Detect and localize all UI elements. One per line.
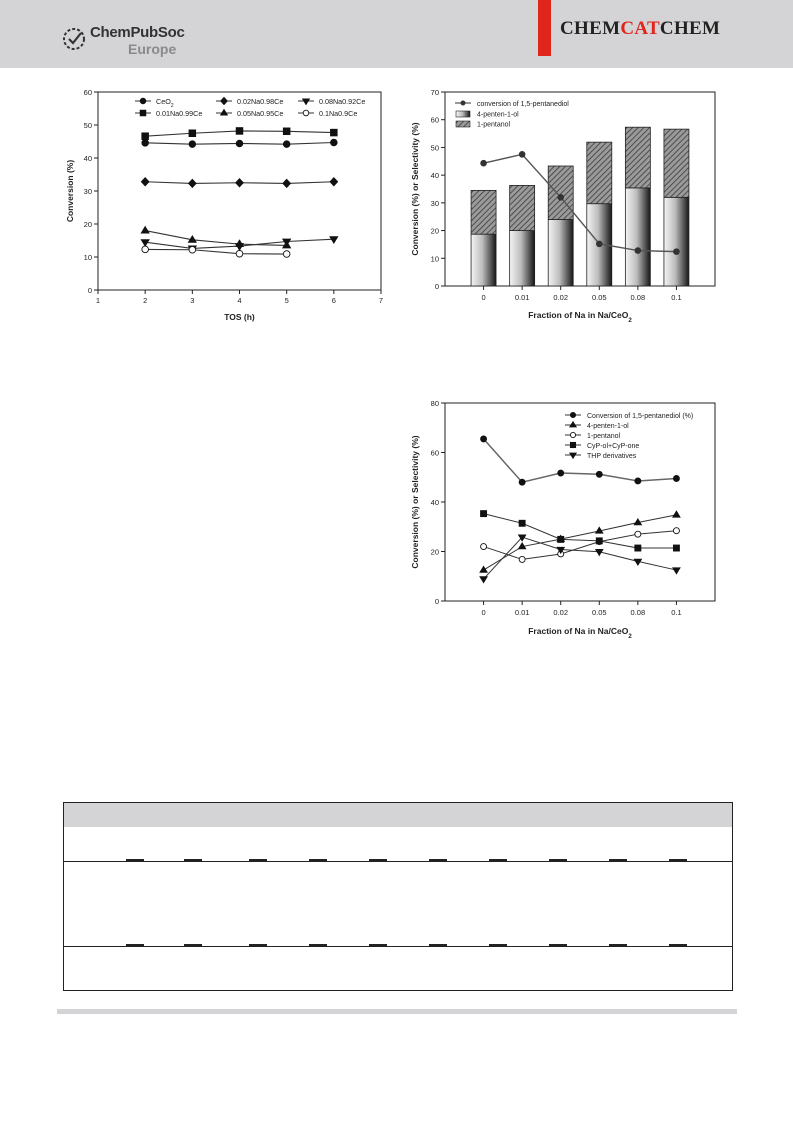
legend-label-conversion-of-1-5-pentanediol: conversion of 1,5-pentanediol: [477, 100, 569, 108]
x-tick-label: 1: [95, 296, 101, 305]
data-point-thp-derivatives: [480, 577, 487, 583]
data-point-conversion-of-1-5-pentanediol: [481, 160, 487, 166]
data-point-thp-derivatives: [673, 568, 680, 574]
x-tick-label: 4: [237, 296, 242, 305]
legend-marker-thp-derivatives: [570, 453, 576, 458]
series-line-4-penten-1-ol: [484, 515, 677, 570]
legend-label-cyp-ol-cyp-one: CyP-ol+CyP-one: [587, 442, 640, 450]
data-point-0-01na0-99ce: [142, 133, 149, 140]
data-point-ceo2: [283, 141, 290, 148]
table-row-divider: [64, 946, 732, 947]
data-point-conversion-of-1-5-pentanediol: [519, 152, 525, 158]
data-point-0-01na0-99ce: [236, 128, 243, 135]
legend-swatch-1-pentanol: [456, 121, 470, 127]
table-rule: [126, 859, 144, 861]
data-point-0-01na0-99ce: [331, 129, 338, 136]
legend-marker-0-01na0-99ce: [140, 110, 146, 116]
table-rule: [609, 859, 627, 861]
x-tick-label: 0: [481, 293, 486, 302]
data-point-cyp-ol-cyp-one: [558, 536, 564, 542]
legend-label-0-08na0-92ce: 0.08Na0.92Ce: [319, 96, 366, 106]
x-tick-label: 0.05: [591, 608, 607, 617]
legend-marker-ceo2: [140, 98, 146, 104]
legend-marker-4-penten-1-ol: [570, 422, 576, 427]
legend-marker-conversion-of-1-5-pentanediol: [570, 412, 575, 417]
bar-4-penten-1-ol: [548, 219, 573, 286]
x-tick-label: 0.01: [514, 293, 530, 302]
x-tick-label: 0: [481, 608, 486, 617]
x-tick-label: 2: [143, 296, 148, 305]
data-point-conversion-of-1-5-pentanediol: [674, 249, 680, 255]
na-fraction-bar-chart: [405, 83, 723, 328]
y-tick-label: 40: [430, 171, 439, 181]
y-tick-label: 10: [83, 253, 92, 262]
data-point-conversion-of-1-5-pentanediol: [635, 248, 641, 254]
page-header: [0, 0, 793, 68]
y-tick-label: 30: [430, 198, 439, 208]
data-point-cyp-ol-cyp-one: [673, 545, 679, 551]
data-point-cyp-ol-cyp-one: [519, 520, 525, 526]
legend-label-1-pentanol: 1-pentanol: [587, 432, 621, 440]
data-point-cyp-ol-cyp-one: [635, 545, 641, 551]
data-point-0-1na0-9ce: [236, 250, 243, 257]
legend-label-thp-derivatives: THP derivatives: [587, 452, 637, 460]
table-rule: [549, 859, 567, 861]
data-point-0-1na0-9ce: [283, 251, 290, 258]
legend-label-ceo2: CeO$_2$: [156, 96, 174, 109]
x-tick-label: 0.1: [671, 608, 682, 617]
legend-marker-1-pentanol: [570, 432, 575, 437]
plot-frame: [98, 92, 381, 290]
x-tick-label: 6: [331, 296, 336, 305]
data-point-0-05na0-95ce: [141, 227, 149, 233]
data-point-ceo2: [236, 140, 243, 147]
y-tick-label: 60: [430, 115, 439, 125]
bar-1-pentanol: [587, 142, 612, 204]
table-rule: [669, 944, 687, 946]
data-point-conversion-of-1-5-pentanediol: [635, 478, 641, 484]
legend-marker-conversion-of-1-5-pentanediol: [461, 101, 466, 106]
y-tick-label: 40: [83, 154, 92, 163]
x-tick-label: 5: [284, 296, 289, 305]
legend-label-0-01na0-99ce: 0.01Na0.99Ce: [156, 108, 203, 118]
y-tick-label: 10: [430, 254, 439, 264]
data-point-1-pentanol: [481, 544, 487, 550]
journal-title: [560, 18, 720, 40]
y-tick-label: 20: [83, 220, 92, 229]
x-tick-label: 0.02: [553, 293, 569, 302]
table-rule: [184, 859, 202, 861]
data-point-0-08na0-92ce: [330, 237, 338, 243]
legend-marker-cyp-ol-cyp-one: [570, 442, 575, 447]
accent-bar: [538, 0, 551, 56]
x-tick-label: 0.02: [553, 608, 569, 617]
table-rule: [669, 859, 687, 861]
y-axis-label: Conversion (%) or Selectivity (%): [410, 435, 420, 569]
legend-marker-0-08na0-92ce: [303, 99, 310, 105]
data-point-0-1na0-9ce: [142, 246, 149, 253]
y-tick-label: 80: [430, 399, 439, 408]
x-axis-label: Fraction of Na in Na/CeO$_2$: [528, 310, 632, 324]
table-rule: [369, 944, 387, 946]
y-tick-label: 0: [87, 286, 92, 295]
bar-1-pentanol: [664, 129, 689, 197]
legend-label-4-penten-1-ol: 4-penten-1-ol: [587, 422, 629, 430]
data-point-1-pentanol: [635, 531, 641, 537]
table-header-row: [64, 803, 732, 827]
x-tick-label: 0.1: [671, 293, 682, 302]
conversion-vs-tos-chart: [63, 83, 393, 328]
x-tick-label: 0.01: [514, 608, 530, 617]
bar-4-penten-1-ol: [625, 188, 650, 286]
data-point-4-penten-1-ol: [673, 511, 680, 517]
table-rule: [429, 859, 447, 861]
series-line-0-1na0-9ce: [145, 249, 287, 254]
legend-swatch-4-penten-1-ol: [456, 111, 470, 117]
legend-label-1-pentanol: 1-pentanol: [477, 121, 511, 129]
data-point-0-02na0-98ce: [189, 179, 197, 187]
bar-1-pentanol: [510, 185, 535, 230]
y-tick-label: 70: [430, 88, 439, 97]
bar-1-pentanol: [548, 166, 573, 219]
series-line-thp-derivatives: [484, 537, 677, 579]
y-tick-label: 0: [434, 282, 439, 291]
data-point-conversion-of-1-5-pentanediol: [558, 195, 564, 201]
data-point-conversion-of-1-5-pentanediol: [558, 470, 564, 476]
y-tick-label: 50: [83, 121, 92, 130]
legend-marker-0-1na0-9ce: [303, 110, 309, 116]
data-point-cyp-ol-cyp-one: [596, 538, 602, 544]
data-point-4-penten-1-ol: [480, 566, 487, 572]
data-point-conversion-of-1-5-pentanediol: [519, 479, 525, 485]
data-point-ceo2: [142, 140, 149, 147]
x-tick-label: 7: [378, 296, 384, 305]
publisher-logo-icon: [62, 27, 86, 51]
data-point-1-pentanol: [519, 556, 525, 562]
table-rule: [369, 859, 387, 861]
data-point-0-02na0-98ce: [141, 178, 149, 186]
table-row-divider: [64, 861, 732, 862]
data-table: [63, 802, 733, 991]
x-tick-label: 0.08: [630, 608, 646, 617]
table-rule: [249, 944, 267, 946]
y-tick-label: 20: [430, 547, 439, 557]
data-point-conversion-of-1-5-pentanediol: [596, 241, 602, 247]
table-rule: [184, 944, 202, 946]
x-tick-label: 0.05: [591, 293, 607, 302]
bar-4-penten-1-ol: [471, 234, 496, 286]
table-rule: [609, 944, 627, 946]
x-axis-label: Fraction of Na in Na/CeO$_2$: [528, 626, 632, 640]
y-tick-label: 60: [430, 448, 439, 458]
x-axis-label: TOS (h): [224, 312, 255, 322]
bar-4-penten-1-ol: [510, 231, 535, 286]
data-point-0-01na0-99ce: [189, 130, 196, 137]
y-tick-label: 60: [83, 88, 92, 97]
table-rule: [489, 944, 507, 946]
footer-rule: [57, 1009, 737, 1014]
data-point-conversion-of-1-5-pentanediol: [596, 471, 602, 477]
data-point-ceo2: [189, 141, 196, 148]
bar-4-penten-1-ol: [664, 197, 689, 286]
journal-title-part2: CAT: [620, 18, 660, 39]
table-rule: [126, 944, 144, 946]
y-tick-label: 40: [430, 498, 439, 507]
journal-title-part1: CHEM: [560, 18, 621, 39]
legend-label-0-02na0-98ce: 0.02Na0.98Ce: [237, 96, 284, 106]
data-point-0-02na0-98ce: [283, 179, 291, 187]
legend-label-0-1na0-9ce: 0.1Na0.9Ce: [319, 108, 358, 118]
publisher-region: Europe: [128, 41, 177, 57]
legend-label-0-05na0-95ce: 0.05Na0.95Ce: [237, 108, 284, 118]
data-point-ceo2: [331, 139, 338, 146]
bar-1-pentanol: [625, 127, 650, 188]
y-tick-label: 30: [83, 187, 92, 196]
journal-title-part3: CHEM: [659, 18, 721, 39]
data-point-0-02na0-98ce: [330, 178, 338, 186]
legend-marker-0-05na0-95ce: [221, 110, 228, 116]
legend-label-4-penten-1-ol: 4-penten-1-ol: [477, 111, 519, 119]
series-line-cyp-ol-cyp-one: [484, 514, 677, 548]
data-point-0-01na0-99ce: [283, 128, 290, 135]
legend-label-conversion-of-1-5-pentanediol: Conversion of 1,5-pentanediol (%): [587, 412, 694, 420]
data-point-conversion-of-1-5-pentanediol: [673, 475, 679, 481]
y-tick-label: 0: [434, 597, 439, 606]
y-tick-label: 20: [430, 226, 439, 236]
table-rule: [429, 944, 447, 946]
table-rule: [549, 944, 567, 946]
na-fraction-selectivity-chart: [405, 395, 723, 645]
data-point-0-02na0-98ce: [236, 179, 244, 187]
data-point-1-pentanol: [673, 528, 679, 534]
y-axis-label: Conversion (%): [65, 159, 75, 223]
y-axis-label: Conversion (%) or Selectivity (%): [410, 122, 420, 256]
x-tick-label: 0.08: [630, 293, 646, 302]
table-rule: [249, 859, 267, 861]
table-rule: [309, 944, 327, 946]
bar-1-pentanol: [471, 190, 496, 234]
x-tick-label: 3: [190, 296, 195, 305]
table-rule: [489, 859, 507, 861]
legend-marker-0-02na0-98ce: [221, 97, 228, 104]
publisher-name: ChemPubSoc: [90, 24, 185, 41]
data-point-cyp-ol-cyp-one: [481, 511, 487, 517]
table-rule: [309, 859, 327, 861]
data-point-0-1na0-9ce: [189, 246, 196, 253]
data-point-conversion-of-1-5-pentanediol: [481, 436, 487, 442]
y-tick-label: 50: [430, 143, 439, 153]
